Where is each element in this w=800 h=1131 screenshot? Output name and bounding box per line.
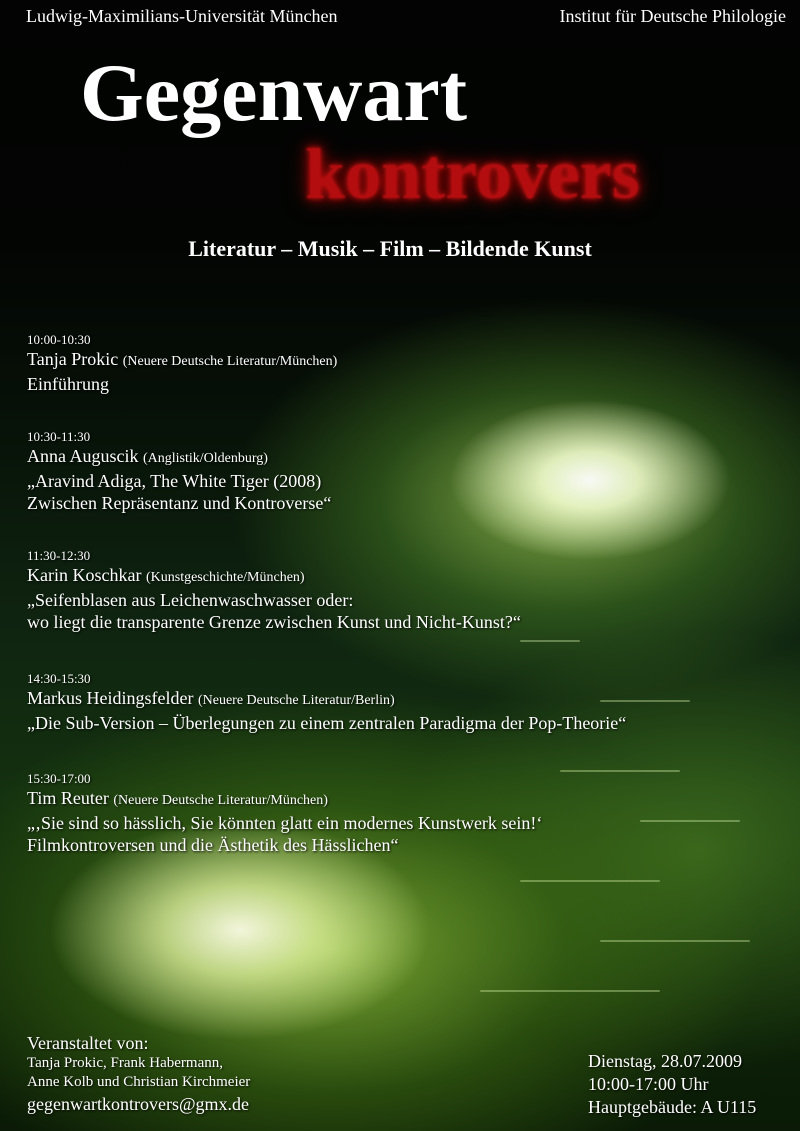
- speaker-name: Anna Auguscik: [27, 446, 139, 466]
- session-2: [27, 429, 331, 514]
- session-speaker-line: [27, 687, 626, 712]
- speaker-affiliation: (Neuere Deutsche Literatur/Berlin): [197, 693, 395, 708]
- water-ripple: [600, 940, 750, 942]
- session-talk-line: Zwischen Repräsentanz und Kontroverse“: [27, 493, 332, 513]
- organizer-email: gegenwartkontrovers@gmx.de: [27, 1094, 250, 1114]
- speaker-name: Tim Reuter: [27, 788, 109, 808]
- event-date: Dienstag, 28.07.2009: [588, 1051, 742, 1071]
- poster-title: Gegenwart: [80, 47, 468, 138]
- water-ripple: [560, 770, 680, 772]
- session-time: 15:30-17:00: [27, 771, 91, 786]
- organizer-names: Anne Kolb und Christian Kirchmeier: [27, 1074, 251, 1090]
- poster-tagline: [0, 236, 800, 262]
- speaker-affiliation: (Anglistik/Oldenburg): [143, 451, 268, 466]
- water-ripple: [480, 990, 660, 992]
- session-talk-line: Einführung: [27, 374, 109, 394]
- water-ripple: [520, 880, 660, 882]
- session-speaker-line: [27, 348, 337, 373]
- event-location: Hauptgebäude: A U115: [588, 1097, 757, 1117]
- organizer-label: Veranstaltet von:: [27, 1033, 149, 1053]
- speaker-affiliation: (Neuere Deutsche Literatur/München): [113, 793, 328, 808]
- session-talk-line: „Seifenblasen aus Leichenwaschwasser oder:: [27, 590, 354, 610]
- tagline-text: Literatur – Musik – Film – Bildende Kunst: [188, 236, 592, 261]
- session-speaker-line: [27, 787, 542, 812]
- session-talk-line: „Die Sub-Version – Überlegungen zu einem zentralen Paradigma der Pop-Theorie“: [27, 713, 627, 733]
- session-time: 14:30-15:30: [27, 671, 91, 686]
- session-speaker-line: [27, 445, 331, 470]
- water-ripple: [640, 820, 740, 822]
- session-speaker-line: [27, 564, 521, 589]
- session-talk-line: Filmkontroversen und die Ästhetik des Hässlichen“: [27, 835, 399, 855]
- session-time: 10:00-10:30: [27, 332, 91, 347]
- session-time: 11:30-12:30: [27, 548, 91, 563]
- session-3: [27, 548, 521, 633]
- event-info-block: [588, 1050, 756, 1119]
- organizer-block: [27, 1032, 250, 1116]
- session-time: 10:30-11:30: [27, 429, 91, 444]
- speaker-name: Karin Koschkar: [27, 565, 142, 585]
- session-4: [27, 671, 626, 734]
- speaker-affiliation: (Kunstgeschichte/München): [145, 570, 305, 585]
- session-1: [27, 332, 337, 395]
- speaker-affiliation: (Neuere Deutsche Literatur/München): [122, 354, 338, 369]
- water-ripple: [520, 640, 580, 642]
- session-talk-line: „Aravind Adiga, The White Tiger (2008): [27, 471, 322, 491]
- organizer-names: Tanja Prokic, Frank Habermann,: [27, 1055, 223, 1071]
- university-name: Ludwig-Maximilians-Universität München: [26, 6, 338, 26]
- speaker-name: Markus Heidingsfelder: [27, 688, 194, 708]
- session-talk-line: wo liegt die transparente Grenze zwischen Kunst und Nicht-Kunst?“: [27, 612, 521, 632]
- session-talk-line: „‚Sie sind so hässlich, Sie könnten glatt ein modernes Kunstwerk sein!‘: [27, 813, 543, 833]
- poster-subtitle: kontrovers: [305, 134, 640, 214]
- session-5: [27, 771, 542, 856]
- institute-name: Institut für Deutsche Philologie: [559, 6, 786, 26]
- speaker-name: Tanja Prokic: [27, 349, 119, 369]
- event-time: 10:00-17:00 Uhr: [588, 1074, 709, 1094]
